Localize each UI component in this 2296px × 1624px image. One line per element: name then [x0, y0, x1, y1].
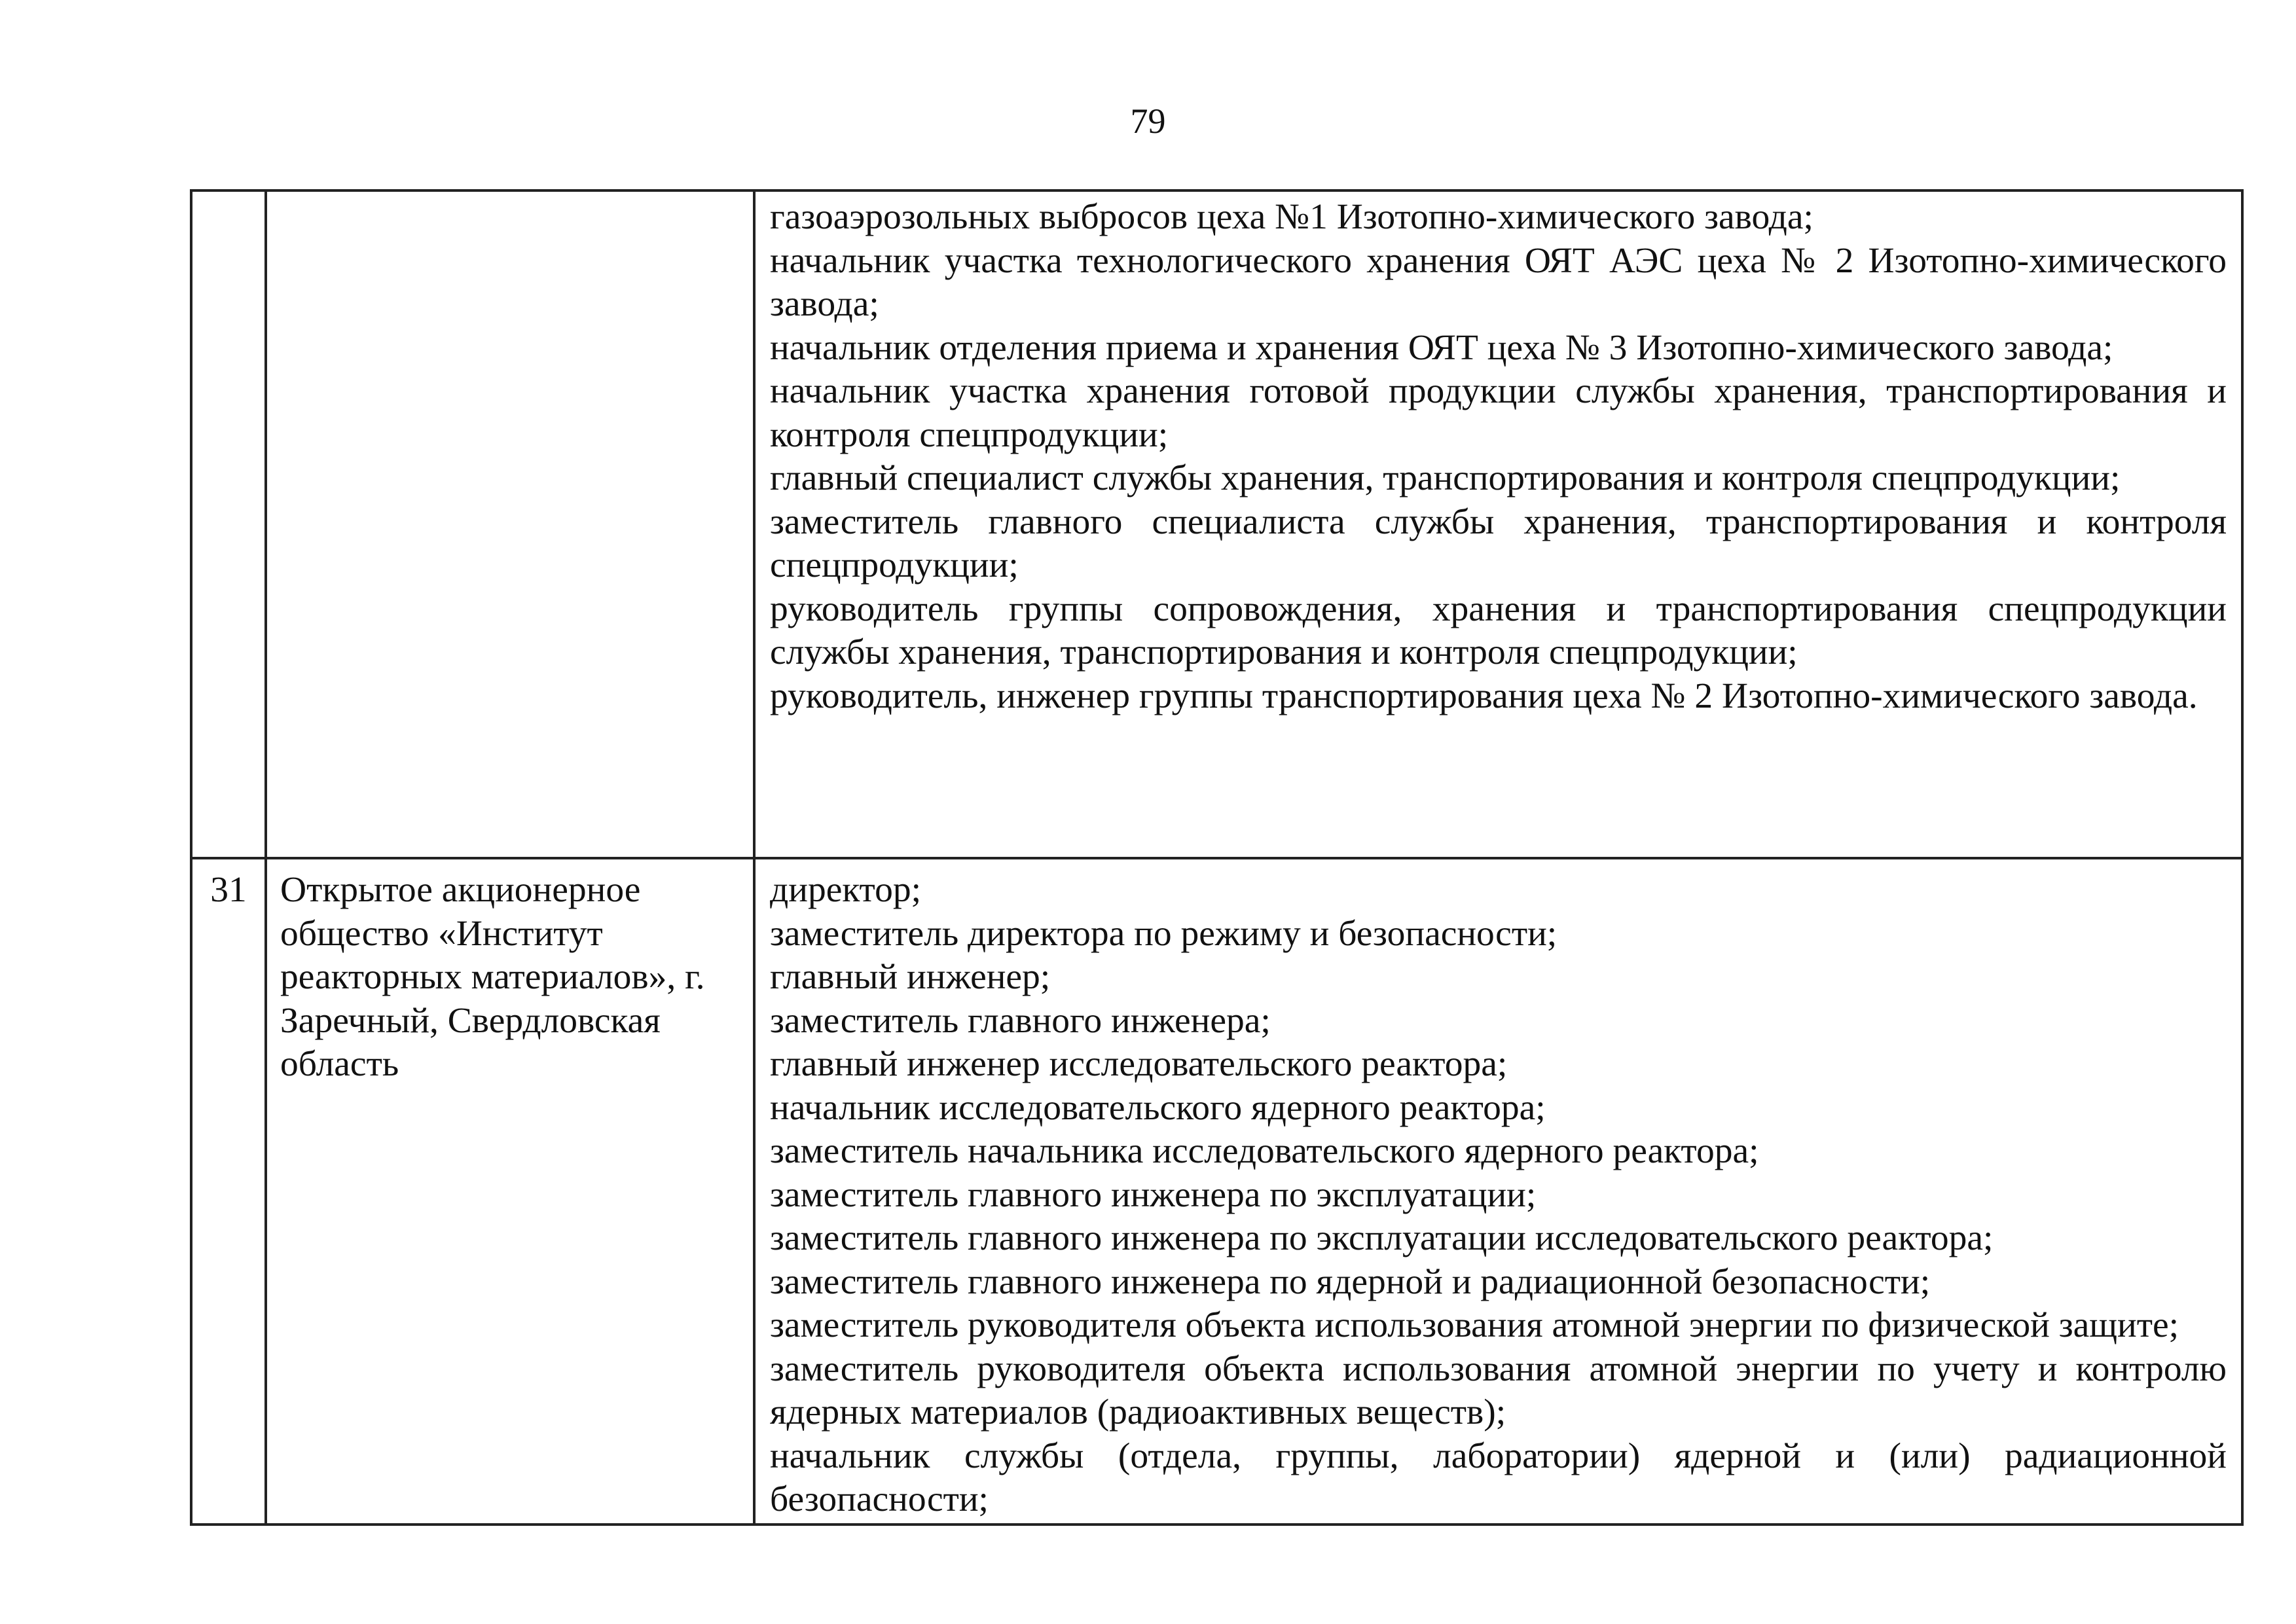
position-item: заместитель руководителя объекта использования атомной энергии по физической защите; — [770, 1305, 2179, 1345]
row-number-cell — [191, 190, 266, 858]
page-number: 79 — [1130, 101, 1166, 141]
position-item: директор; — [770, 870, 921, 910]
position-item: начальник участка технологического хранения ОЯТ АЭС цеха № 2 Изотопно-химического завода; — [770, 240, 2227, 324]
position-item: главный инженер; — [770, 957, 1051, 997]
row-number-cell — [191, 858, 266, 1525]
position-item: начальник исследовательского ядерного реактора; — [770, 1087, 1546, 1128]
row-number — [192, 192, 264, 201]
position-item: заместитель главного инженера; — [770, 1000, 1271, 1041]
position-item: заместитель главного специалиста службы хранения, транспортирования и контроля спецпродукции; — [770, 501, 2227, 585]
position-item: газоаэрозольных выбросов цеха №1 Изотопно-химического завода; — [770, 197, 1813, 237]
position-item: начальник участка хранения готовой продукции службы хранения, транспортирования и контроля спецпродукции; — [770, 371, 2227, 455]
position-item: начальник службы (отдела, группы, лаборатории) ядерной и (или) радиационной безопасности; — [770, 1435, 2227, 1519]
position-item: заместитель руководителя объекта использования атомной энергии по учету и контролю ядерных материалов (радиоактивных веществ); — [770, 1348, 2227, 1432]
organization-cell — [266, 190, 754, 858]
table-row — [191, 190, 2242, 858]
position-item: заместитель главного инженера по эксплуатации исследовательского реактора; — [770, 1218, 1994, 1258]
position-item: руководитель, инженер группы транспортирования цеха № 2 Изотопно-химического завода. — [770, 676, 2198, 716]
position-item: заместитель начальника исследовательского ядерного реактора; — [770, 1131, 1759, 1171]
table-row — [191, 858, 2242, 1525]
position-item: заместитель директора по режиму и безопасности; — [770, 913, 1558, 954]
organization-name: Открытое акционерное общество «Институт реакторных материалов», г. Заречный, Свердловская область — [280, 870, 705, 1084]
position-item: главный специалист службы хранения, транспортирования и контроля спецпродукции; — [770, 458, 2121, 498]
organization-cell — [266, 858, 754, 1525]
position-item: руководитель группы сопровождения, хранения и транспортирования спецпродукции службы хранения, транспортирования и контроля спецпродукции; — [770, 588, 2227, 672]
position-item: заместитель главного инженера по эксплуатации; — [770, 1174, 1537, 1215]
position-item: главный инженер исследовательского реактора; — [770, 1044, 1508, 1084]
position-item: заместитель главного инженера по ядерной и радиационной безопасности; — [770, 1261, 1931, 1302]
position-item: начальник отделения приема и хранения ОЯТ цеха № 3 Изотопно-химического завода; — [770, 327, 2113, 368]
positions-cell — [754, 190, 2242, 858]
organization-name — [267, 192, 753, 201]
positions-cell — [754, 858, 2242, 1525]
positions-table — [190, 189, 2244, 1526]
row-number: 31 — [210, 870, 247, 910]
